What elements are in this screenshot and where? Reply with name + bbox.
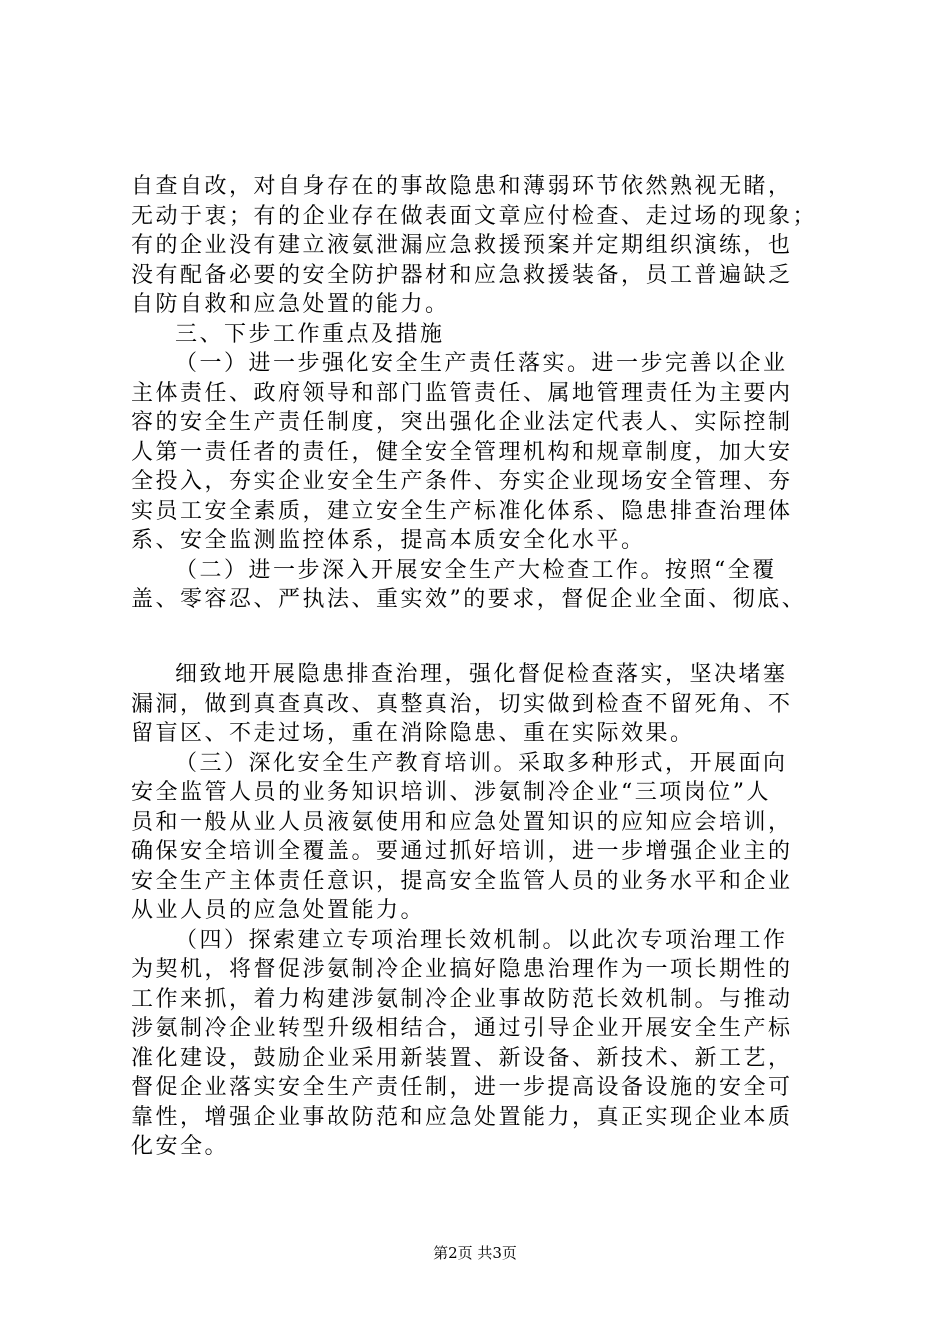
page-footer: 第2页 共3页	[433, 1244, 517, 1262]
text-line: 自查自改，对自身存在的事故隐患和薄弱环节依然熟视无睹，	[131, 174, 793, 199]
text-line: 工作来抓，着力构建涉氨制冷企业事故防范长效机制。与推动	[131, 986, 793, 1012]
text-line: 三、下步工作重点及措施	[175, 321, 445, 347]
text-line: 全投入，夯实企业安全生产条件、夯实企业现场安全管理、夯	[131, 469, 793, 494]
text-line: 没有配备必要的安全防护器材和应急救援装备，员工普遍缺乏	[131, 262, 793, 288]
text-line: 为契机，将督促涉氨制冷企业搞好隐患治理作为一项长期性的	[131, 957, 793, 982]
text-line: 督促企业落实安全生产责任制，进一步提高设备设施的安全可	[131, 1075, 793, 1100]
text-block-upper	[131, 172, 831, 615]
text-line: 自防自救和应急处置的能力。	[131, 292, 450, 317]
text-line: 有的企业没有建立液氨泄漏应急救援预案并定期组织演练，也	[131, 233, 793, 258]
text-line: 靠性，增强企业事故防范和应急处置能力，真正实现企业本质	[131, 1104, 793, 1130]
text-line: 细致地开展隐患排查治理，强化督促检查落实，坚决堵塞	[175, 662, 788, 687]
text-line: 从业人员的应急处置能力。	[131, 898, 426, 923]
text-line: 容的安全生产责任制度，突出强化企业法定代表人、实际控制	[131, 410, 793, 435]
text-line: 涉氨制冷企业转型升级相结合，通过引导企业开展安全生产标	[131, 1016, 793, 1041]
text-line: （一）进一步强化安全生产责任落实。进一步完善以企业	[175, 351, 788, 376]
text-line: 准化建设，鼓励企业采用新装置、新设备、新技术、新工艺，	[131, 1045, 793, 1071]
text-line: 系、安全监测监控体系，提高本质安全化水平。	[131, 528, 646, 553]
text-line: （三）深化安全生产教育培训。采取多种形式，开展面向	[175, 750, 788, 776]
text-line: 员和一般从业人员液氨使用和应急处置知识的应知应会培训，	[131, 809, 793, 835]
text-line: 主体责任、政府领导和部门监管责任、属地管理责任为主要内	[131, 380, 793, 406]
text-line: 确保安全培训全覆盖。要通过抓好培训，进一步增强企业主的	[131, 839, 793, 864]
text-line: 实员工安全素质，建立安全生产标准化体系、隐患排查治理体	[131, 498, 793, 524]
text-line: （四）探索建立专项治理长效机制。以此次专项治理工作	[175, 927, 788, 953]
text-line: 无动于衷；有的企业存在做表面文章应付检查、走过场的现象；	[131, 203, 818, 229]
text-block-lower	[131, 660, 831, 1162]
text-line: 人第一责任者的责任，健全安全管理机构和规章制度，加大安	[131, 439, 793, 465]
text-line: 盖、零容忍、严执法、重实效”的要求，督促企业全面、彻底、	[131, 587, 807, 612]
text-line: （二）进一步深入开展安全生产大检查工作。按照“全覆	[175, 557, 777, 583]
text-line: 安全监管人员的业务知识培训、涉氨制冷企业“三项岗位”人	[131, 780, 771, 805]
text-line: 安全生产主体责任意识，提高安全监管人员的业务水平和企业	[131, 868, 793, 894]
text-line: 化安全。	[131, 1134, 230, 1159]
text-line: 漏洞，做到真查真改、真整真治，切实做到检查不留死角、不	[131, 691, 793, 717]
text-line: 留盲区、不走过场，重在消除隐患、重在实际效果。	[131, 721, 695, 746]
